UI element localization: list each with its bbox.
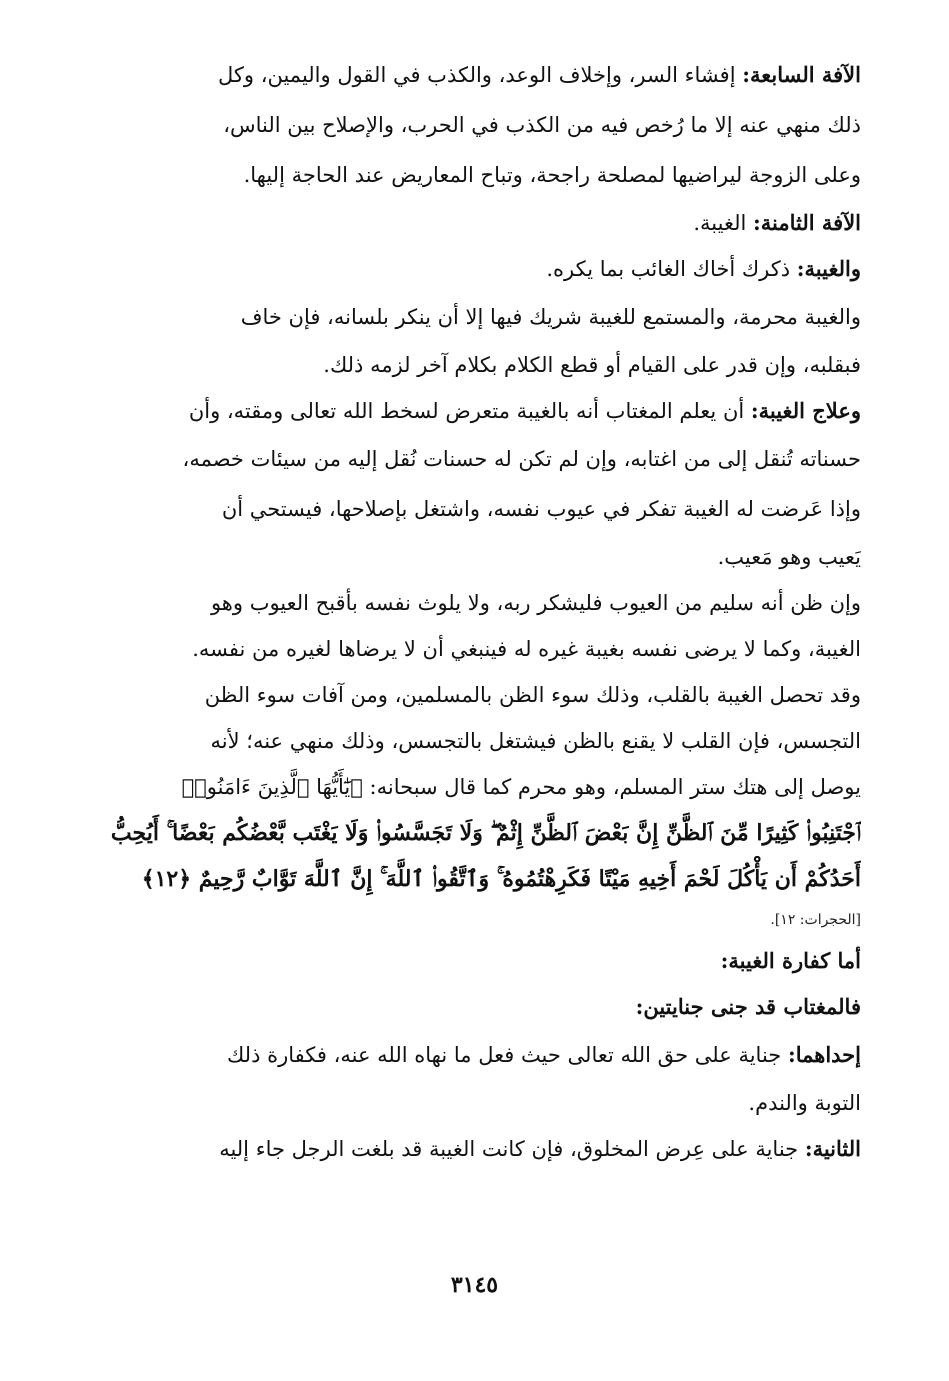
text-line — [96, 718, 861, 764]
line-text: ذلك منهي عنه إلا ما رُخص فيه من الكذب في الحرب، والإصلاح بين الناس، — [223, 113, 861, 137]
line-text: وإذا عَرضت له الغيبة تفكر في عيوب نفسه، واشتغل بإصلاحها، فيستحي أن — [221, 497, 861, 521]
section-heading: فالمغتاب قد جنى جنايتين: — [635, 994, 861, 1019]
text-line — [96, 150, 861, 200]
line-text: وإن ظن أنه سليم من العيوب فليشكر ربه، ولا يلوث نفسه بأقبح العيوب وهو — [210, 591, 861, 615]
text-line — [96, 246, 861, 292]
line-text: يَعيب وهو مَعيب. — [717, 545, 861, 569]
line-text: جناية على حق الله تعالى حيث فعل ما نهاه الله عنه، فكفارة ذلك — [226, 1043, 788, 1067]
line-text: وعلى الزوجة ليراضيها لمصلحة راجحة، وتباح المعاريض عند الحاجة إليها. — [243, 163, 861, 187]
text-line — [96, 100, 861, 150]
section-heading: الآفة السابعة: — [742, 62, 861, 87]
line-text: الغيبة، وكما لا يرضى نفسه بغيبة غيره له فينبغي أن لا يرضاها لغيره من نفسه. — [192, 637, 861, 661]
text-line — [96, 484, 861, 534]
page-body — [96, 50, 861, 1172]
text-line — [96, 434, 861, 484]
text-line — [96, 672, 861, 718]
verse-reference: [الحجرات: ١٢]. — [770, 912, 861, 928]
line-text: جناية على عِرض المخلوق، فإن كانت الغيبة قد بلغت الرجل جاء إليه — [219, 1137, 805, 1161]
section-heading: إحداهما: — [787, 1042, 861, 1067]
text-line — [96, 50, 861, 100]
text-line — [96, 938, 861, 984]
section-heading: الآفة الثامنة: — [753, 210, 861, 235]
text-line — [96, 984, 861, 1030]
line-text: فبقلبه، وإن قدر على القيام أو قطع الكلام بكلام آخر لزمه ذلك. — [323, 353, 861, 377]
line-text: أن يعلم المغتاب أنه بالغيبة متعرض لسخط الله تعالى ومقته، وأن — [188, 399, 751, 423]
line-text: الغيبة. — [693, 211, 754, 235]
line-text: والغيبة محرمة، والمستمع للغيبة شريك فيها إلا أن ينكر بلسانه، فإن خاف — [240, 305, 861, 329]
text-line — [96, 342, 861, 388]
text-line — [96, 534, 861, 580]
quran-verse-line: أَحَدُكُمْ أَن يَأْكُلَ لَحْمَ أَخِيهِ مَيْتًا فَكَرِهْتُمُوهُ ۚ وَٱتَّقُوا۟ ٱللَّهَ ۚ إِنَّ ٱللَّهَ تَوَّابٌ رَّحِيمٌ ﴿١٢﴾ — [141, 866, 861, 892]
section-heading: والغيبة: — [796, 256, 861, 281]
text-line — [96, 200, 861, 246]
section-heading: وعلاج الغيبة: — [750, 398, 861, 423]
text-line — [96, 1126, 861, 1172]
text-line — [96, 580, 861, 626]
quran-verse-line: ٱجْتَنِبُوا۟ كَثِيرًا مِّنَ ٱلظَّنِّ إِنَّ بَعْضَ ٱلظَّنِّ إِثْمٌ ۖ وَلَا تَجَسَّسُوا۟ وَلَا يَغْتَب بَّعْضُكُم بَعْضًا ۚ أَيُحِبُّ — [110, 820, 861, 846]
section-heading: أما كفارة الغيبة: — [720, 948, 861, 973]
section-heading: الثانية: — [804, 1136, 861, 1161]
text-line — [96, 1030, 861, 1080]
line-text: يوصل إلى هتك ستر المسلم، وهو محرم كما قال سبحانه: ﴿يَٰٓأَيُّهَا ٱلَّذِينَ ءَامَنُوا۟ — [181, 775, 861, 799]
line-text: حسناته تُنقل إلى من اغتابه، وإن لم تكن له حسنات نُقل إليه من سيئات خصمه، — [182, 447, 861, 471]
line-text: إفشاء السر، وإخلاف الوعد، والكذب في القول واليمين، وكل — [217, 63, 743, 87]
text-line — [96, 764, 861, 810]
line-text: التجسس، فإن القلب لا يقنع بالظن فيشتغل بالتجسس، وذلك منهي عنه؛ لأنه — [210, 729, 861, 753]
line-text: التوبة والندم. — [748, 1091, 861, 1115]
line-text: وقد تحصل الغيبة بالقلب، وذلك سوء الظن بالمسلمين، ومن آفات سوء الظن — [204, 683, 861, 707]
line-text: ذكرك أخاك الغائب بما يكره. — [546, 257, 797, 281]
text-line — [96, 626, 861, 672]
text-line — [96, 1080, 861, 1126]
text-line — [96, 292, 861, 342]
text-line — [96, 388, 861, 434]
page-number: ٣١٤٥ — [450, 1272, 499, 1298]
